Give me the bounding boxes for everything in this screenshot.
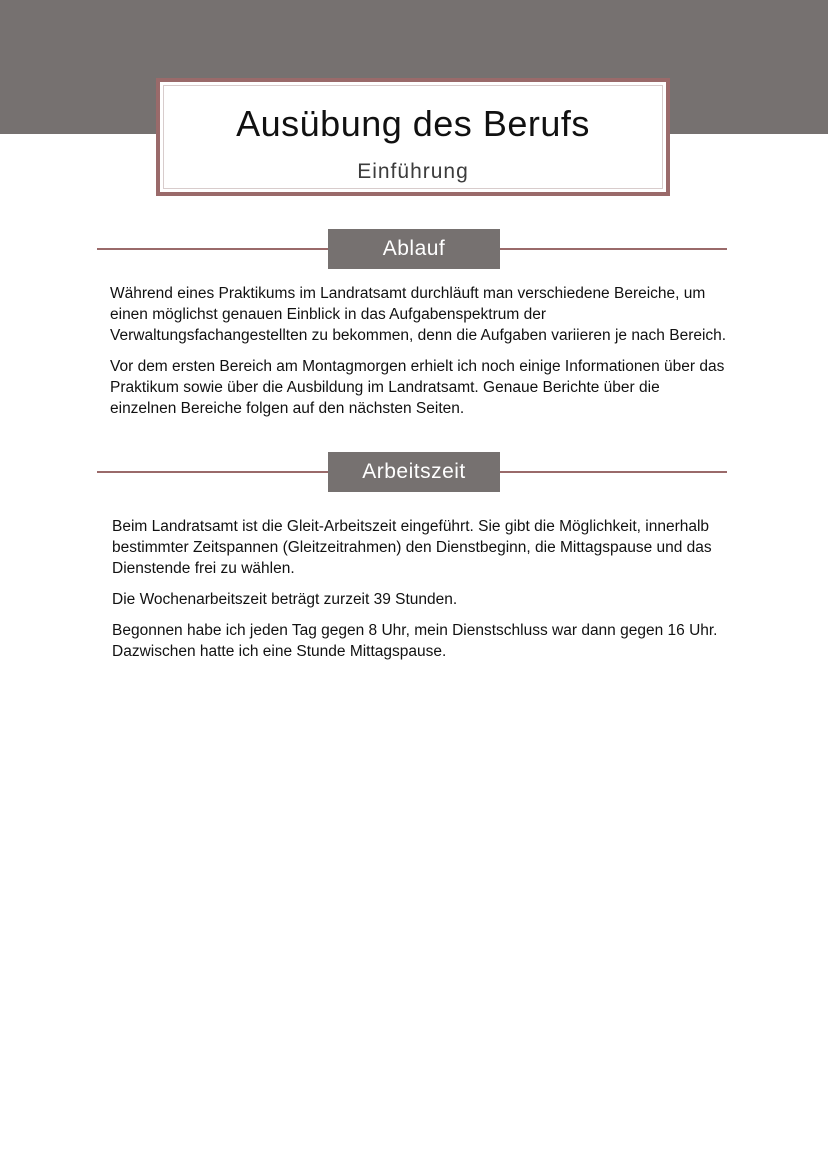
- paragraph: Beim Landratsamt ist die Gleit-Arbeitszeit eingeführt. Sie gibt die Möglichkeit, innerhalb bestimmter Zeitspannen (Gleitzeitrahmen) den Dienstbeginn, die Mittagspause und das Dienstende frei zu wählen.: [112, 518, 712, 577]
- paragraph: Während eines Praktikums im Landratsamt durchläuft man verschiedene Bereiche, um einen möglichst genauen Einblick in das Aufgabenspektrum der Verwaltungsfachangestellten zu bekommen, denn die Aufgaben variieren je nach Bereich.: [110, 285, 727, 344]
- section-header-ablauf: [97, 229, 727, 269]
- paragraph: Begonnen habe ich jeden Tag gegen 8 Uhr, mein Dienstschluss war dann gegen 16 Uhr. Dazwischen hatte ich eine Stunde Mittagspause.: [112, 622, 718, 660]
- document-title: Ausübung des Berufs: [236, 103, 590, 144]
- section-body-ablauf: [110, 283, 730, 429]
- paragraph: Die Wochenarbeitszeit beträgt zurzeit 39 Stunden.: [112, 591, 458, 608]
- section-header-arbeitszeit: [97, 452, 727, 492]
- section-body-arbeitszeit: [112, 516, 732, 672]
- paragraph: Vor dem ersten Bereich am Montagmorgen erhielt ich noch einige Informationen über das Praktikum sowie über die Ausbildung im Landratsamt. Genaue Berichte über die einzelnen Bereiche folgen auf den nächsten Seiten.: [110, 358, 725, 417]
- section-heading-ablauf: Ablauf: [328, 229, 500, 269]
- section-heading-arbeitszeit: Arbeitszeit: [328, 452, 500, 492]
- document-subtitle: Einführung: [357, 160, 469, 183]
- title-box: [156, 78, 670, 196]
